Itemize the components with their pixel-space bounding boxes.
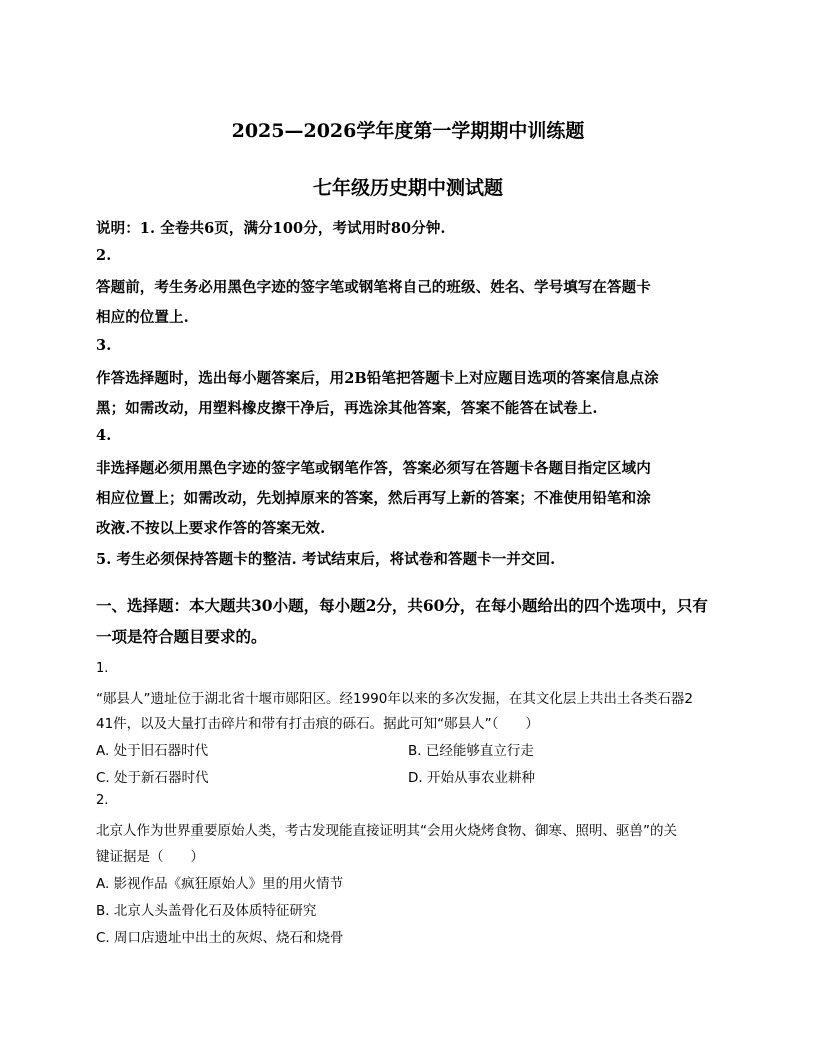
instruction-line-1: 说明：1. 全卷共6页，满分100分，考试用时80分钟. (96, 220, 446, 237)
instruction-number-3: 3. (96, 337, 112, 354)
question-1-option-a: A. 处于旧石器时代 (96, 743, 209, 759)
question-2-stem-line-1: 北京人作为世界重要原始人类，考古发现能直接证明其“会用火烧烤食物、御寒、照明、驱兽”的关 (96, 823, 677, 839)
instruction-3-line-a: 作答选择题时，选出每小题答案后，用2B铅笔把答题卡上对应题目选项的答案信息点涂 (96, 370, 659, 387)
section-heading-line-2: 一项是符合题目要求的。 (96, 627, 267, 646)
exam-title: 2025—2026学年度第一学期期中训练题 (231, 120, 585, 142)
instruction-3-line-b: 黑；如需改动，用塑料橡皮擦干净后，再选涂其他答案，答案不能答在试卷上. (96, 400, 598, 417)
instruction-2-line-a: 答题前，考生务必用黑色字迹的签字笔或钢笔将自己的班级、姓名、学号填写在答题卡 (96, 279, 651, 296)
instruction-number-4: 4. (96, 427, 112, 444)
instruction-number-2: 2. (96, 247, 112, 264)
instruction-2-line-b: 相应的位置上. (96, 309, 189, 326)
question-1-stem-line-1: “郧县人”遗址位于湖北省十堰市郧阳区。经1990年以来的多次发掘，在其文化层上共出土各类石器2 (96, 691, 693, 707)
instruction-4-line-a: 非选择题必须用黑色字迹的签字笔或钢笔作答，答案必须写在答题卡各题目指定区域内 (96, 460, 651, 477)
question-2-option-c: C. 周口店遗址中出土的灰烬、烧石和烧骨 (96, 930, 344, 946)
question-1-option-d: D. 开始从事农业耕种 (408, 770, 535, 786)
question-2-option-a: A. 影视作品《疯狂原始人》里的用火情节 (96, 876, 344, 892)
question-1-stem-line-2: 41件，以及大量打击碎片和带有打击痕的砾石。据此可知“郧县人”（ ） (96, 716, 539, 732)
instruction-4-line-c: 改液.不按以上要求作答的答案无效. (96, 520, 326, 537)
question-2-option-b: B. 北京人头盖骨化石及体质特征研究 (96, 903, 317, 919)
section-heading-line-1: 一、选择题：本大题共30小题，每小题2分，共60分，在每小题给出的四个选项中，只有 (96, 596, 708, 615)
question-1-option-c: C. 处于新石器时代 (96, 770, 209, 786)
instruction-line-5: 5. 考生必须保持答题卡的整洁. 考试结束后，将试卷和答题卡一并交回. (96, 551, 556, 568)
instruction-4-line-b: 相应位置上；如需改动，先划掉原来的答案，然后再写上新的答案；不准使用铅笔和涂 (96, 490, 651, 507)
question-2-stem-line-2: 键证据是（ ） (96, 849, 204, 865)
question-1-option-b: B. 已经能够直立行走 (408, 743, 534, 759)
exam-subtitle: 七年级历史期中测试题 (312, 177, 503, 199)
question-1-number: 1. (96, 661, 109, 676)
question-2-number: 2. (96, 793, 109, 808)
